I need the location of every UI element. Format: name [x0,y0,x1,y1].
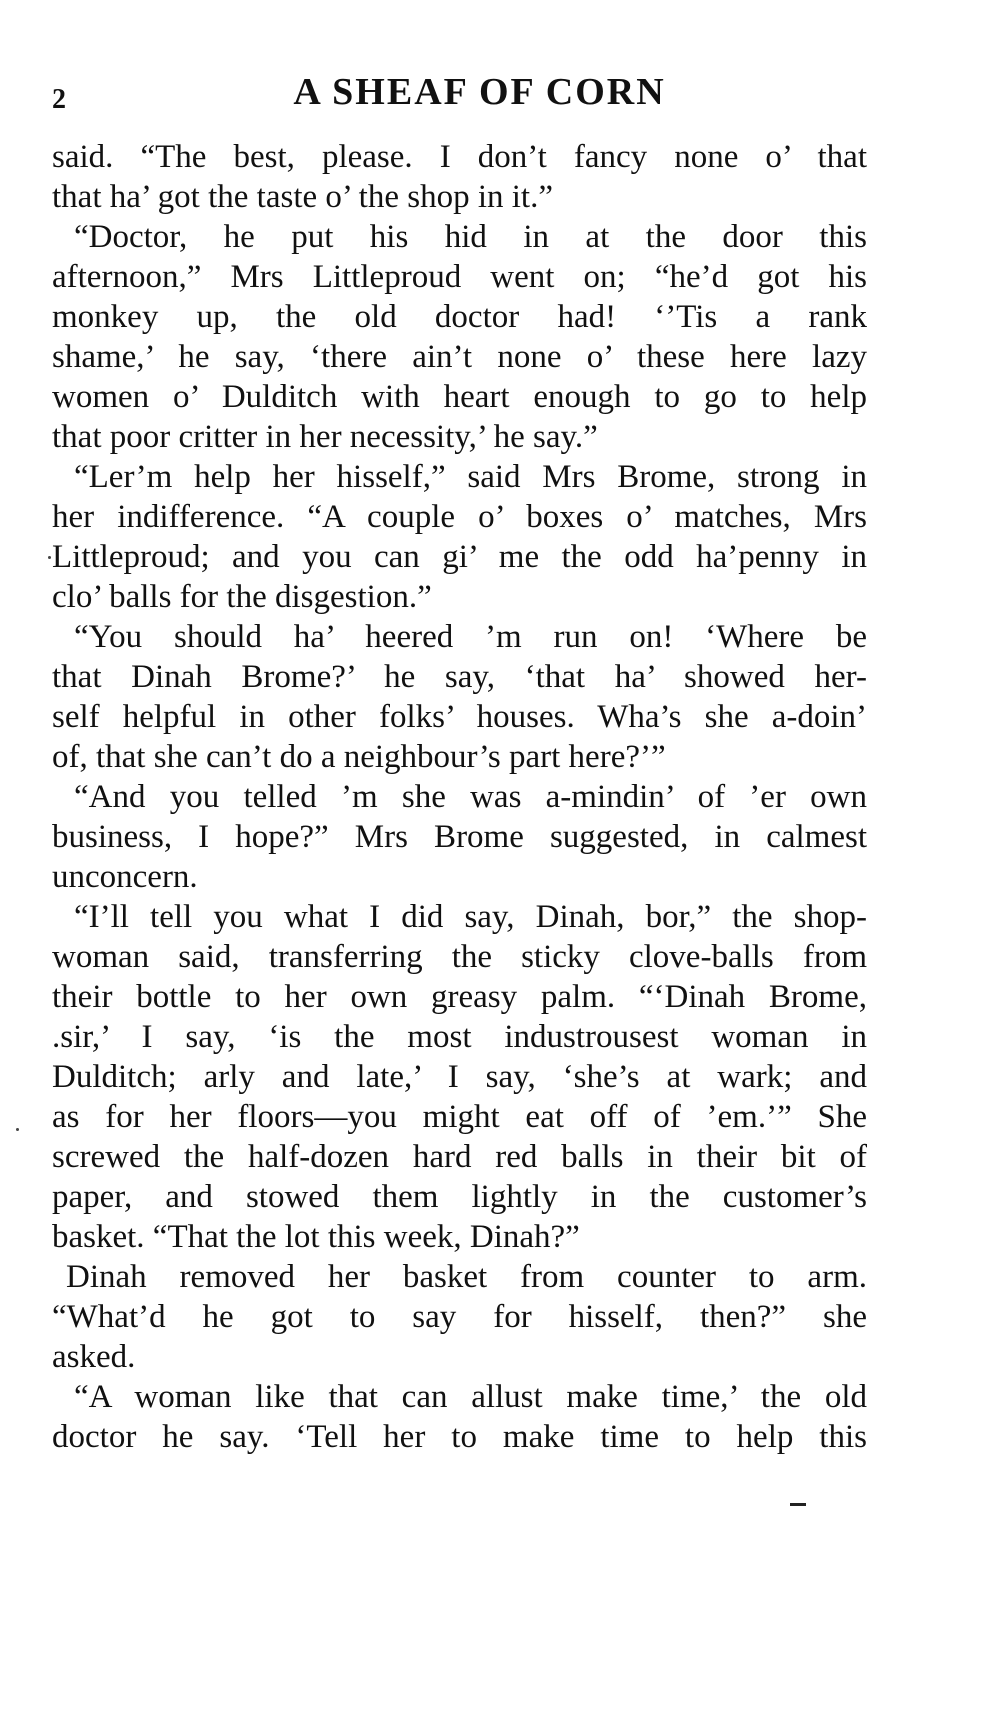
text-line: asked. [52,1339,136,1375]
printer-mark [790,1503,806,1506]
body-text [52,137,867,1457]
text-line: Littleproud; and you can gi’ me the odd ha’penny in [52,539,867,575]
text-line: screwed the half-dozen hard red balls in their bit of [52,1139,867,1175]
text-line: business, I hope?” Mrs Brome suggested, in calmest [52,819,867,855]
text-line: “Doctor, he put his hid in at the door this [74,219,867,255]
text-line: unconcern. [52,859,198,895]
text-line: that poor critter in her necessity,’ he say.” [52,419,598,455]
paper-speck [48,556,51,559]
running-title: A SHEAF OF CORN [293,71,666,113]
text-line: as for her floors—you might eat off of ’em.’” She [52,1099,867,1135]
text-line: “You should ha’ heered ’m run on! ‘Where be [74,619,867,655]
paper-speck [16,1128,19,1131]
text-line: basket. “That the lot this week, Dinah?” [52,1219,580,1255]
text-line: self helpful in other folks’ houses. Wha’s she a-doin’ [52,699,867,735]
text-line: monkey up, the old doctor had! ‘’Tis a rank [52,299,867,335]
text-line: “What’d he got to say for hisself, then?” she [52,1299,867,1335]
text-line: that ha’ got the taste o’ the shop in it.” [52,179,553,215]
text-line: clo’ balls for the disgestion.” [52,579,432,615]
text-line: “And you telled ’m she was a-mindin’ of ’er own [74,779,867,815]
text-line: their bottle to her own greasy palm. “‘Dinah Brome, [52,979,867,1015]
text-line: of, that she can’t do a neighbour’s part here?’” [52,739,666,775]
page-number: 2 [52,84,66,115]
text-line: Dinah removed her basket from counter to arm. [66,1259,867,1295]
text-line: “I’ll tell you what I did say, Dinah, bor,” the shop- [74,899,867,935]
text-line: .sir,’ I say, ‘is the most industrousest woman in [52,1019,867,1055]
text-line: doctor he say. ‘Tell her to make time to help this [52,1419,867,1455]
text-line: woman said, transferring the sticky clove-balls from [52,939,867,975]
text-line: Dulditch; arly and late,’ I say, ‘she’s at wark; and [52,1059,867,1095]
text-line: afternoon,” Mrs Littleproud went on; “he’d got his [52,259,867,295]
text-line: that Dinah Brome?’ he say, ‘that ha’ showed her- [52,659,867,695]
running-header [52,70,867,122]
text-line: women o’ Dulditch with heart enough to go to help [52,379,867,415]
text-line: “A woman like that can allust make time,’ the old [74,1379,867,1415]
text-line: her indifference. “A couple o’ boxes o’ matches, Mrs [52,499,867,535]
text-line: said. “The best, please. I don’t fancy none o’ that [52,139,867,175]
text-line: “Ler’m help her hisself,” said Mrs Brome, strong in [74,459,867,495]
text-line: paper, and stowed them lightly in the customer’s [52,1179,867,1215]
text-line: shame,’ he say, ‘there ain’t none o’ these here lazy [52,339,867,375]
